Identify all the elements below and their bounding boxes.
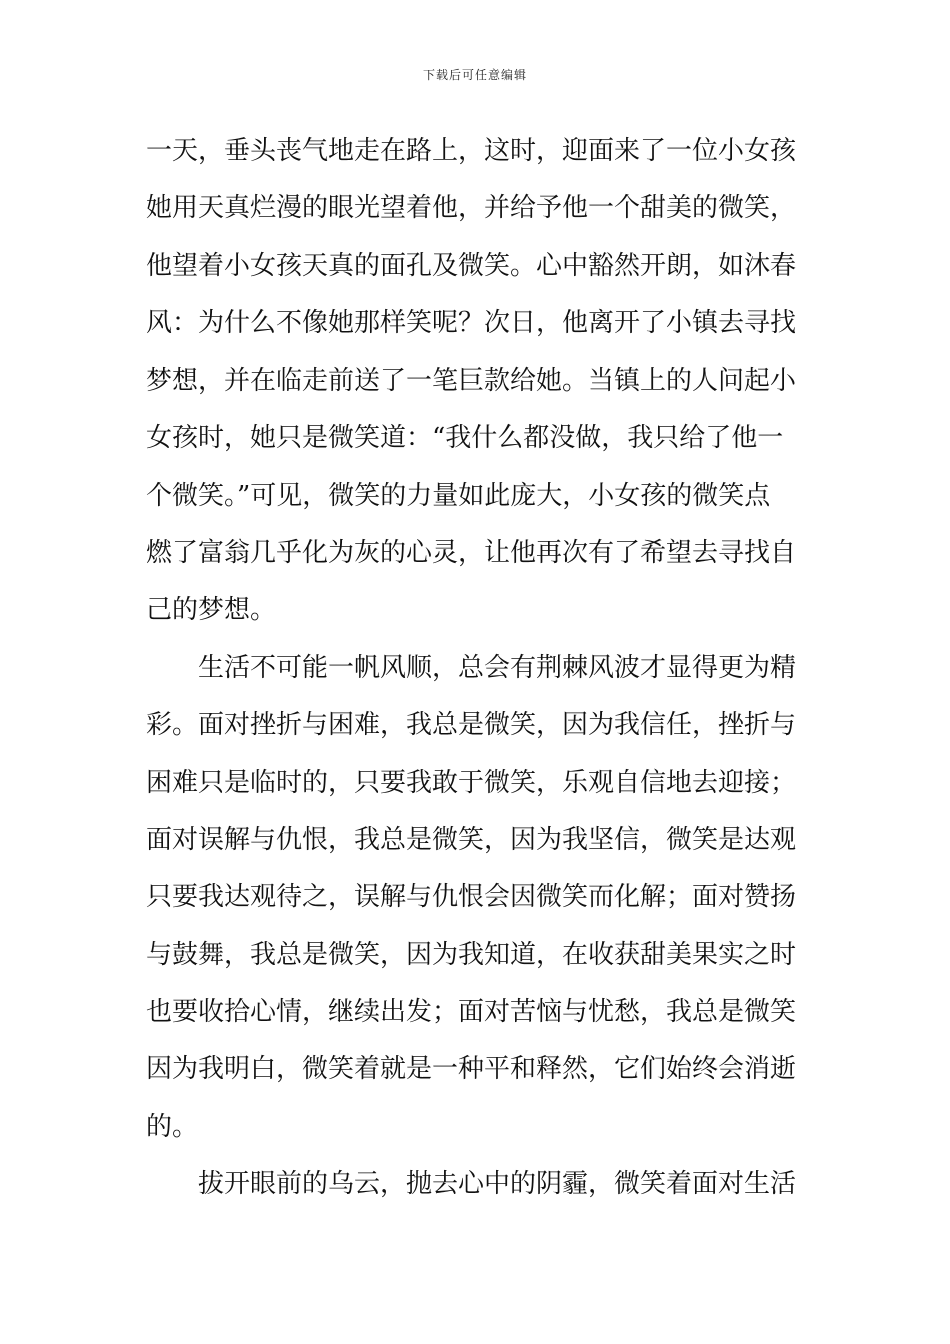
text-line: 因为我明白，微笑着就是一种平和释然，它们始终会消逝 <box>146 1054 797 1084</box>
text-line: 只要我达观待之，误解与仇恨会因微笑而化解；面对赞扬 <box>146 882 797 912</box>
text-line: 燃了富翁几乎化为灰的心灵，让他再次有了希望去寻找自 <box>146 538 797 568</box>
text-line: 生活不可能一帆风顺，总会有荆棘风波才显得更为精 <box>198 653 797 683</box>
page-header: 下载后可任意编辑 <box>422 68 527 82</box>
text-line: 个微笑。”可见，微笑的力量如此庞大，小女孩的微笑点 <box>146 481 771 511</box>
text-line: 面对误解与仇恨，我总是微笑，因为我坚信，微笑是达观 <box>146 825 797 855</box>
text-line: 一天，垂头丧气地走在路上，这时，迎面来了一位小女孩 <box>146 136 797 166</box>
text-line: 女孩时，她只是微笑道：“我什么都没做，我只给了他一 <box>146 423 784 453</box>
text-line: 与鼓舞，我总是微笑，因为我知道，在收获甜美果实之时 <box>146 940 797 970</box>
text-line: 的。 <box>146 1112 199 1142</box>
text-line: 她用天真烂漫的眼光望着他，并给予他一个甜美的微笑， <box>146 193 797 223</box>
text-line: 风：为什么不像她那样笑呢？次日，他离开了小镇去寻找 <box>146 308 797 338</box>
text-line: 也要收拾心情，继续出发；面对苦恼与忧愁，我总是微笑 <box>146 997 797 1027</box>
text-line: 梦想，并在临走前送了一笔巨款给她。当镇上的人问起小 <box>146 366 797 396</box>
text-line: 拔开眼前的乌云，抛去心中的阴霾，微笑着面对生活 <box>198 1169 797 1199</box>
text-line: 困难只是临时的，只要我敢于微笑，乐观自信地去迎接； <box>146 768 797 798</box>
text-line: 他望着小女孩天真的面孔及微笑。心中豁然开朗，如沐春 <box>146 251 797 281</box>
text-line: 己的梦想。 <box>146 595 277 625</box>
text-line: 彩。面对挫折与困难，我总是微笑，因为我信任，挫折与 <box>146 710 797 740</box>
